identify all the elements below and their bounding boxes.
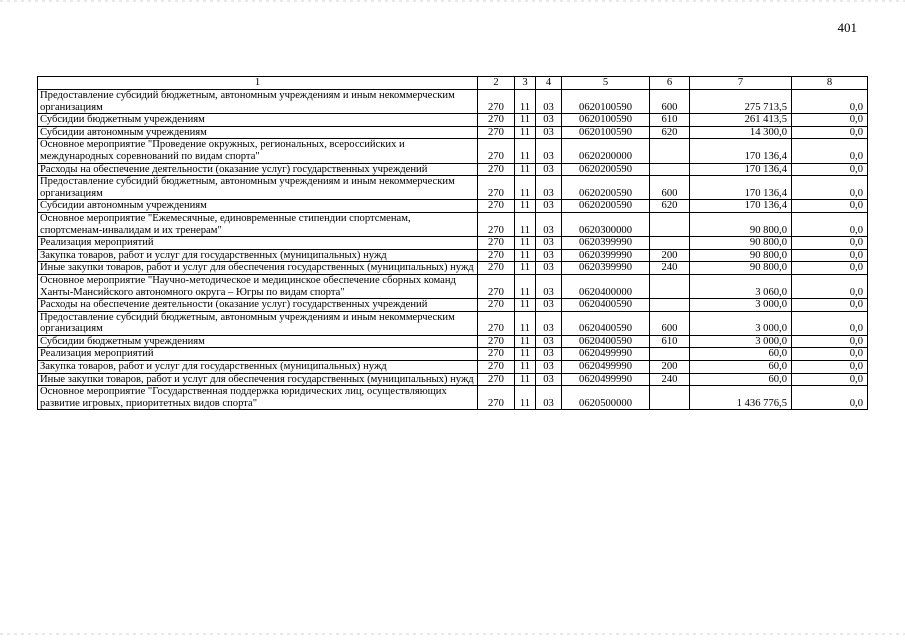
target-article-cell: 0620499990 <box>562 348 650 361</box>
table-row <box>38 348 868 361</box>
ministry-code-cell: 270 <box>478 139 515 163</box>
amount-cell: 170 136,4 <box>690 139 792 163</box>
table-row <box>38 90 868 114</box>
header-cell: 8 <box>792 77 868 90</box>
scan-artifact-bottom <box>0 633 905 635</box>
column8-value-cell: 0,0 <box>792 311 868 335</box>
subsection-code-cell: 03 <box>536 176 562 200</box>
ministry-code-cell: 270 <box>478 311 515 335</box>
section-code-cell: 11 <box>515 361 536 374</box>
expense-type-cell: 620 <box>650 126 690 139</box>
amount-cell: 90 800,0 <box>690 262 792 275</box>
subsection-code-cell: 03 <box>536 126 562 139</box>
page-number: 401 <box>837 20 857 35</box>
expense-name-cell: Предоставление субсидий бюджетным, автономным учреждениям и иным некоммерческим организациям <box>38 176 478 200</box>
ministry-code-cell: 270 <box>478 299 515 312</box>
subsection-code-cell: 03 <box>536 200 562 213</box>
subsection-code-cell: 03 <box>536 262 562 275</box>
expense-name-cell: Расходы на обеспечение деятельности (оказание услуг) государственных учреждений <box>38 299 478 312</box>
column8-value-cell: 0,0 <box>792 212 868 236</box>
amount-cell: 3 000,0 <box>690 311 792 335</box>
header-cell: 4 <box>536 77 562 90</box>
section-code-cell: 11 <box>515 299 536 312</box>
expense-name-cell: Основное мероприятие "Проведение окружных, региональных, всероссийских и международных соревнований по видам спорта" <box>38 139 478 163</box>
table-row <box>38 386 868 410</box>
table-row <box>38 361 868 374</box>
column8-value-cell: 0,0 <box>792 249 868 262</box>
column8-value-cell: 0,0 <box>792 335 868 348</box>
section-code-cell: 11 <box>515 249 536 262</box>
expense-type-cell: 200 <box>650 249 690 262</box>
ministry-code-cell: 270 <box>478 90 515 114</box>
column8-value-cell: 0,0 <box>792 348 868 361</box>
column8-value-cell: 0,0 <box>792 373 868 386</box>
expense-type-cell: 610 <box>650 114 690 127</box>
amount-cell: 1 436 776,5 <box>690 386 792 410</box>
section-code-cell: 11 <box>515 212 536 236</box>
expense-name-cell: Реализация мероприятий <box>38 348 478 361</box>
target-article-cell: 0620399990 <box>562 262 650 275</box>
expense-type-cell: 200 <box>650 361 690 374</box>
section-code-cell: 11 <box>515 386 536 410</box>
expense-name-cell: Основное мероприятие "Научно-методическое и медицинское обеспечение сборных команд Ханты-Мансийского автономного округа – Югры по видам спорта" <box>38 274 478 298</box>
subsection-code-cell: 03 <box>536 361 562 374</box>
table-row <box>38 311 868 335</box>
section-code-cell: 11 <box>515 311 536 335</box>
ministry-code-cell: 270 <box>478 200 515 213</box>
expense-name-cell: Субсидии бюджетным учреждениям <box>38 114 478 127</box>
header-cell: 7 <box>690 77 792 90</box>
subsection-code-cell: 03 <box>536 373 562 386</box>
section-code-cell: 11 <box>515 114 536 127</box>
target-article-cell: 0620399990 <box>562 237 650 250</box>
table-row <box>38 262 868 275</box>
amount-cell: 90 800,0 <box>690 212 792 236</box>
target-article-cell: 0620399990 <box>562 249 650 262</box>
expense-name-cell: Закупка товаров, работ и услуг для государственных (муниципальных) нужд <box>38 249 478 262</box>
subsection-code-cell: 03 <box>536 237 562 250</box>
expense-name-cell: Предоставление субсидий бюджетным, автономным учреждениям и иным некоммерческим организациям <box>38 311 478 335</box>
expense-type-cell: 600 <box>650 311 690 335</box>
amount-cell: 14 300,0 <box>690 126 792 139</box>
ministry-code-cell: 270 <box>478 386 515 410</box>
table-header-row <box>38 77 868 90</box>
expense-type-cell <box>650 299 690 312</box>
table-row <box>38 237 868 250</box>
column8-value-cell: 0,0 <box>792 176 868 200</box>
table-row <box>38 126 868 139</box>
table-row <box>38 212 868 236</box>
amount-cell: 170 136,4 <box>690 176 792 200</box>
expense-type-cell: 600 <box>650 176 690 200</box>
amount-cell: 3 060,0 <box>690 274 792 298</box>
budget-table <box>37 76 868 410</box>
subsection-code-cell: 03 <box>536 249 562 262</box>
expense-type-cell: 240 <box>650 262 690 275</box>
ministry-code-cell: 270 <box>478 335 515 348</box>
table-row <box>38 139 868 163</box>
ministry-code-cell: 270 <box>478 262 515 275</box>
ministry-code-cell: 270 <box>478 176 515 200</box>
column8-value-cell: 0,0 <box>792 200 868 213</box>
table-row <box>38 114 868 127</box>
column8-value-cell: 0,0 <box>792 262 868 275</box>
column8-value-cell: 0,0 <box>792 386 868 410</box>
expense-name-cell: Иные закупки товаров, работ и услуг для обеспечения государственных (муниципальных) нужд <box>38 262 478 275</box>
subsection-code-cell: 03 <box>536 348 562 361</box>
expense-type-cell <box>650 274 690 298</box>
expense-type-cell <box>650 386 690 410</box>
expense-type-cell <box>650 348 690 361</box>
amount-cell: 170 136,4 <box>690 163 792 176</box>
target-article-cell: 0620400000 <box>562 274 650 298</box>
table-row <box>38 200 868 213</box>
ministry-code-cell: 270 <box>478 274 515 298</box>
column8-value-cell: 0,0 <box>792 361 868 374</box>
section-code-cell: 11 <box>515 163 536 176</box>
amount-cell: 60,0 <box>690 373 792 386</box>
target-article-cell: 0620500000 <box>562 386 650 410</box>
amount-cell: 90 800,0 <box>690 249 792 262</box>
expense-name-cell: Субсидии автономным учреждениям <box>38 126 478 139</box>
amount-cell: 275 713,5 <box>690 90 792 114</box>
expense-type-cell: 620 <box>650 200 690 213</box>
target-article-cell: 0620400590 <box>562 299 650 312</box>
target-article-cell: 0620200590 <box>562 200 650 213</box>
subsection-code-cell: 03 <box>536 114 562 127</box>
expense-name-cell: Расходы на обеспечение деятельности (оказание услуг) государственных учреждений <box>38 163 478 176</box>
table-row <box>38 373 868 386</box>
expense-name-cell: Основное мероприятие "Государственная поддержка юридических лиц, осуществляющих развитие игровых, приоритетных видов спорта" <box>38 386 478 410</box>
subsection-code-cell: 03 <box>536 139 562 163</box>
section-code-cell: 11 <box>515 176 536 200</box>
subsection-code-cell: 03 <box>536 163 562 176</box>
subsection-code-cell: 03 <box>536 335 562 348</box>
subsection-code-cell: 03 <box>536 386 562 410</box>
ministry-code-cell: 270 <box>478 126 515 139</box>
section-code-cell: 11 <box>515 90 536 114</box>
expense-name-cell: Основное мероприятие "Ежемесячные, единовременные стипендии спортсменам, спортсменам-инвалидам и их тренерам" <box>38 212 478 236</box>
ministry-code-cell: 270 <box>478 237 515 250</box>
section-code-cell: 11 <box>515 200 536 213</box>
amount-cell: 90 800,0 <box>690 237 792 250</box>
expense-type-cell <box>650 139 690 163</box>
section-code-cell: 11 <box>515 126 536 139</box>
subsection-code-cell: 03 <box>536 212 562 236</box>
target-article-cell: 0620499990 <box>562 373 650 386</box>
table-row <box>38 274 868 298</box>
table-row <box>38 176 868 200</box>
ministry-code-cell: 270 <box>478 361 515 374</box>
column8-value-cell: 0,0 <box>792 299 868 312</box>
column8-value-cell: 0,0 <box>792 126 868 139</box>
column8-value-cell: 0,0 <box>792 237 868 250</box>
column8-value-cell: 0,0 <box>792 274 868 298</box>
expense-name-cell: Реализация мероприятий <box>38 237 478 250</box>
subsection-code-cell: 03 <box>536 274 562 298</box>
amount-cell: 3 000,0 <box>690 335 792 348</box>
target-article-cell: 0620200590 <box>562 176 650 200</box>
amount-cell: 170 136,4 <box>690 200 792 213</box>
target-article-cell: 0620499990 <box>562 361 650 374</box>
amount-cell: 3 000,0 <box>690 299 792 312</box>
table-row <box>38 299 868 312</box>
expense-name-cell: Предоставление субсидий бюджетным, автономным учреждениям и иным некоммерческим организациям <box>38 90 478 114</box>
expense-type-cell: 610 <box>650 335 690 348</box>
column8-value-cell: 0,0 <box>792 139 868 163</box>
ministry-code-cell: 270 <box>478 114 515 127</box>
header-cell: 1 <box>38 77 478 90</box>
amount-cell: 261 413,5 <box>690 114 792 127</box>
header-cell: 5 <box>562 77 650 90</box>
expense-name-cell: Субсидии автономным учреждениям <box>38 200 478 213</box>
table-row <box>38 249 868 262</box>
header-cell: 6 <box>650 77 690 90</box>
target-article-cell: 0620400590 <box>562 335 650 348</box>
expense-type-cell: 600 <box>650 90 690 114</box>
column8-value-cell: 0,0 <box>792 90 868 114</box>
expense-type-cell: 240 <box>650 373 690 386</box>
amount-cell: 60,0 <box>690 348 792 361</box>
subsection-code-cell: 03 <box>536 299 562 312</box>
target-article-cell: 0620100590 <box>562 126 650 139</box>
target-article-cell: 0620100590 <box>562 90 650 114</box>
amount-cell: 60,0 <box>690 361 792 374</box>
section-code-cell: 11 <box>515 237 536 250</box>
ministry-code-cell: 270 <box>478 373 515 386</box>
header-cell: 3 <box>515 77 536 90</box>
section-code-cell: 11 <box>515 274 536 298</box>
expense-name-cell: Субсидии бюджетным учреждениям <box>38 335 478 348</box>
expense-name-cell: Иные закупки товаров, работ и услуг для обеспечения государственных (муниципальных) нужд <box>38 373 478 386</box>
target-article-cell: 0620200000 <box>562 139 650 163</box>
subsection-code-cell: 03 <box>536 90 562 114</box>
table-row <box>38 163 868 176</box>
target-article-cell: 0620300000 <box>562 212 650 236</box>
expense-type-cell <box>650 212 690 236</box>
section-code-cell: 11 <box>515 139 536 163</box>
ministry-code-cell: 270 <box>478 163 515 176</box>
ministry-code-cell: 270 <box>478 212 515 236</box>
expense-name-cell: Закупка товаров, работ и услуг для государственных (муниципальных) нужд <box>38 361 478 374</box>
column8-value-cell: 0,0 <box>792 163 868 176</box>
target-article-cell: 0620200590 <box>562 163 650 176</box>
header-cell: 2 <box>478 77 515 90</box>
expense-type-cell <box>650 163 690 176</box>
scan-artifact-top <box>0 0 905 2</box>
ministry-code-cell: 270 <box>478 249 515 262</box>
section-code-cell: 11 <box>515 262 536 275</box>
column8-value-cell: 0,0 <box>792 114 868 127</box>
section-code-cell: 11 <box>515 348 536 361</box>
target-article-cell: 0620400590 <box>562 311 650 335</box>
table-row <box>38 335 868 348</box>
subsection-code-cell: 03 <box>536 311 562 335</box>
ministry-code-cell: 270 <box>478 348 515 361</box>
section-code-cell: 11 <box>515 335 536 348</box>
expense-type-cell <box>650 237 690 250</box>
target-article-cell: 0620100590 <box>562 114 650 127</box>
section-code-cell: 11 <box>515 373 536 386</box>
